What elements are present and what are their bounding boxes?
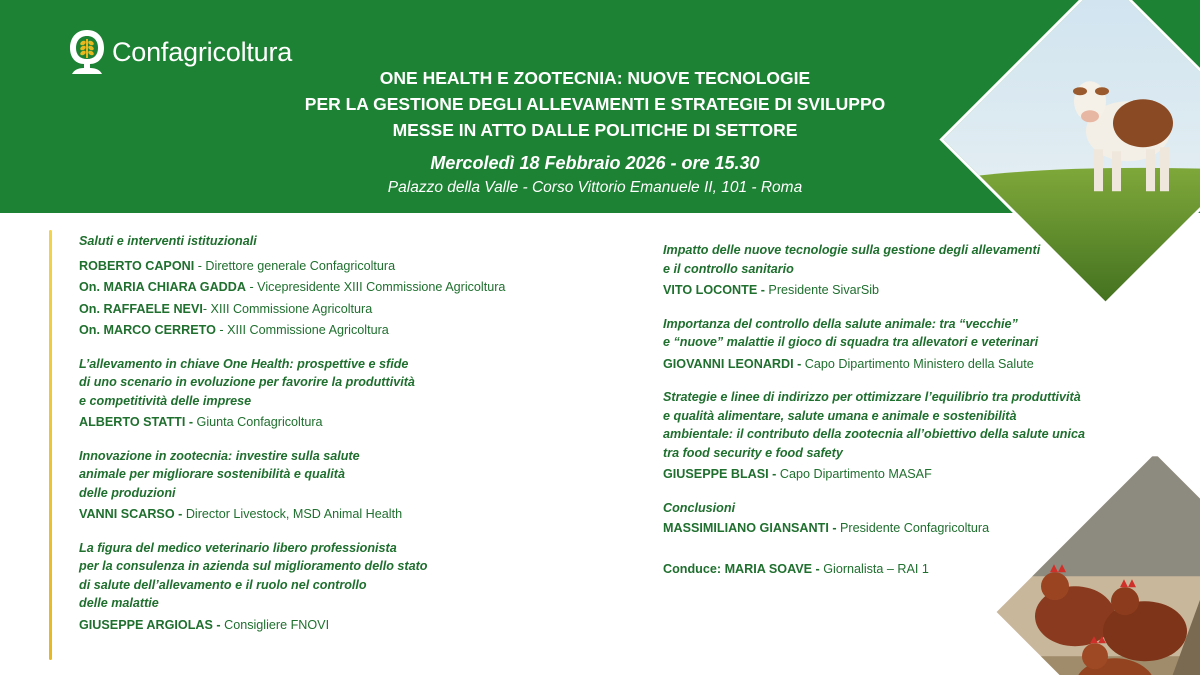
- section-title: per la consulenza in azienda sul miglioramento dello stato: [79, 559, 428, 573]
- title-line: ONE HEALTH E ZOOTECNIA: NUOVE TECNOLOGIE: [379, 68, 811, 88]
- section-title: tra food security e food safety: [663, 445, 843, 460]
- speaker-row: [663, 465, 1183, 484]
- speaker-role: Capo Dipartimento Ministero della Salute: [801, 356, 1034, 371]
- speaker-row: [79, 321, 599, 340]
- program-section: [79, 539, 599, 635]
- section-title: L’allevamento in chiave One Health: prospettive e sfide: [79, 356, 409, 371]
- section-title: ambientale: il contributo della zootecnia all’obiettivo della salute unica: [663, 427, 1085, 441]
- event-venue: Palazzo della Valle - Corso Vittorio Emanuele II, 101 - Roma: [387, 179, 803, 196]
- speaker-name: Conduce: MARIA SOAVE -: [663, 561, 820, 576]
- speaker-role: Director Livestock, MSD Animal Health: [182, 507, 403, 521]
- speaker-row: [663, 355, 1183, 374]
- section-title: delle produzioni: [79, 485, 176, 500]
- section-title: di salute dell’allevamento e il ruolo nel controllo: [79, 577, 367, 592]
- section-title: Importanza del controllo della salute animale: tra “vecchie”: [663, 316, 1018, 331]
- speaker-name: GIUSEPPE BLASI -: [663, 467, 777, 481]
- speaker-name: On. RAFFAELE NEVI: [79, 301, 203, 316]
- speaker-name: GIUSEPPE ARGIOLAS -: [79, 617, 221, 632]
- program-section: [79, 447, 599, 524]
- speaker-row: [79, 505, 599, 524]
- speaker-role: - Vicepresidente XIII Commissione Agricoltura: [245, 280, 506, 294]
- brand-name: Confagricoltura: [112, 36, 293, 67]
- speaker-role: Presidente SivarSib: [764, 283, 880, 297]
- section-title: Impatto delle nuove tecnologie sulla gestione degli allevamenti: [663, 243, 1041, 257]
- event-date: Mercoledì 18 Febbraio 2026 - ore 15.30: [430, 153, 760, 173]
- section-title: La figura del medico veterinario libero professionista: [79, 540, 397, 555]
- section-title: animale per migliorare sostenibilità e qualità: [79, 467, 345, 481]
- speaker-role: Presidente Confagricoltura: [836, 521, 990, 535]
- section-title: delle malattie: [79, 596, 159, 610]
- section-title: e il controllo sanitario: [663, 261, 794, 276]
- program-section: [79, 355, 599, 432]
- title-line: PER LA GESTIONE DEGLI ALLEVAMENTI E STRATEGIE DI SVILUPPO: [304, 94, 886, 114]
- speaker-role: Capo Dipartimento MASAF: [776, 467, 932, 481]
- program-left-column: [79, 232, 599, 649]
- speaker-name: GIOVANNI LEONARDI -: [663, 356, 802, 371]
- section-title: e “nuove” malattie il gioco di squadra tra allevatori e veterinari: [663, 335, 1039, 349]
- speaker-name: VITO LOCONTE -: [663, 283, 765, 297]
- speaker-role: - XIII Commissione Agricoltura: [215, 323, 389, 337]
- speaker-name: ROBERTO CAPONI: [79, 258, 195, 273]
- speaker-row: [79, 300, 599, 319]
- section-title: Conclusioni: [663, 500, 736, 515]
- speaker-name: ALBERTO STATTI -: [79, 415, 194, 429]
- speaker-row: [79, 257, 599, 276]
- section-title: Saluti e interventi istituzionali: [79, 234, 257, 248]
- speaker-name: On. MARIA CHIARA GADDA: [79, 280, 246, 294]
- title-line: MESSE IN ATTO DALLE POLITICHE DI SETTORE: [392, 120, 798, 140]
- section-title: di uno scenario in evoluzione per favorire la produttività: [79, 375, 415, 389]
- accent-divider: [49, 230, 52, 660]
- program-section: [663, 388, 1183, 484]
- speaker-role: Consigliere FNOVI: [220, 617, 330, 632]
- speaker-row: [79, 413, 599, 432]
- speaker-role: - XIII Commissione Agricoltura: [202, 301, 373, 316]
- speaker-role: Giornalista – RAI 1: [819, 561, 929, 576]
- speaker-row: [79, 616, 599, 635]
- speaker-role: - Direttore generale Confagricoltura: [194, 258, 396, 273]
- section-title: e qualità alimentare, salute umana e animale e sostenibilità: [663, 408, 1017, 423]
- speaker-name: MASSIMILIANO GIANSANTI -: [663, 521, 837, 535]
- program-section: [663, 315, 1183, 374]
- program-section: [79, 232, 599, 340]
- section-title: e competitività delle imprese: [79, 393, 252, 408]
- wheat-logo-icon: [66, 28, 108, 76]
- section-title: Innovazione in zootecnia: investire sulla salute: [79, 448, 360, 463]
- event-title: [200, 65, 990, 143]
- speaker-row: [79, 278, 599, 297]
- speaker-name: On. MARCO CERRETO: [79, 323, 216, 337]
- speaker-name: VANNI SCARSO -: [79, 507, 183, 521]
- speaker-role: Giunta Confagricoltura: [193, 415, 323, 429]
- section-title: Strategie e linee di indirizzo per ottimizzare l’equilibrio tra produttività: [663, 390, 1081, 404]
